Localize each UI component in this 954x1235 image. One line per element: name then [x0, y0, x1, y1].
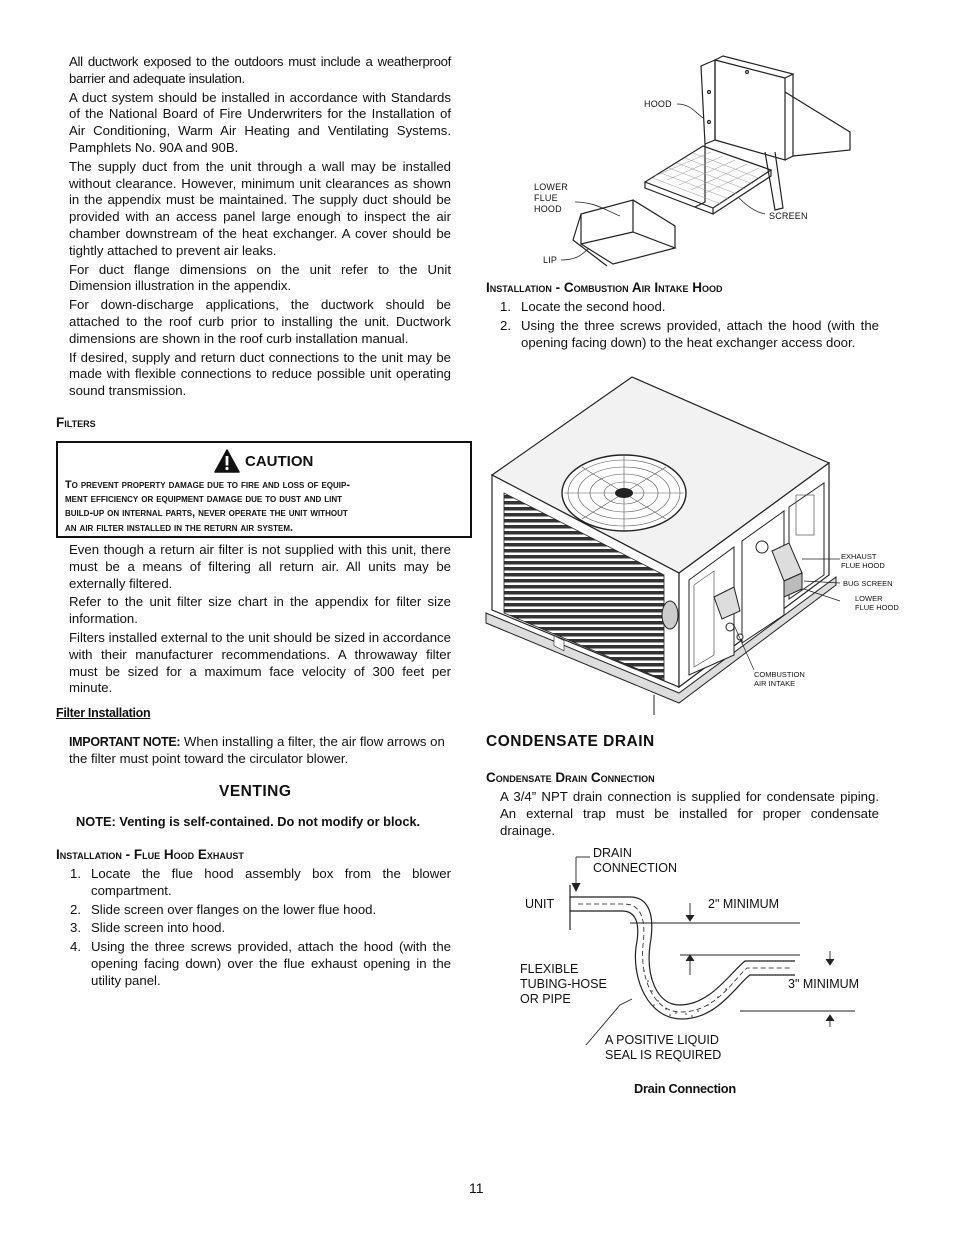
important-label: IMPORTANT NOTE:	[69, 735, 181, 749]
condensate-drain-heading: CONDENSATE DRAIN	[486, 733, 655, 750]
filter-install-heading: Filter Installation	[56, 706, 151, 720]
drain-connection-diagram	[560, 855, 860, 1050]
duct-para-5: For down-discharge applications, the ductwork should be attached to the roof curb prior to installing the unit. Ductwork dimensions are shown in the roof curb installation manual.	[69, 297, 451, 346]
filters-heading: Filters	[56, 415, 96, 430]
caution-header	[214, 449, 313, 473]
venting-note: NOTE: Venting is self-contained. Do not modify or block.	[76, 814, 421, 829]
drain-caption: Drain Connection	[634, 1081, 736, 1096]
filter-paragraphs	[69, 542, 451, 697]
list-item: 2. Slide screen over flanges on the lower flue hood.	[70, 901, 377, 917]
page-number: 11	[469, 1180, 484, 1196]
duct-para-6: If desired, supply and return duct connections to the unit may be made with flexible connections to reduce possible unit operating sound transmission.	[69, 349, 451, 399]
list-item: 2. Using the three screws provided, attach the hood (with the opening facing down) to the heat exchanger access door.	[500, 317, 879, 350]
duct-para-4: For duct flange dimensions on the unit refer to the Unit Dimension illustration in the appendix.	[69, 261, 451, 294]
caution-title: CAUTION	[245, 452, 314, 470]
list-item: 3. Slide screen into hood.	[70, 920, 226, 936]
liquid-seal-label: A POSITIVE LIQUID SEAL IS REQUIRED	[605, 1033, 722, 1062]
exhaust-flue-hood-label: EXHAUST FLUE HOOD	[841, 552, 885, 570]
list-item: 1. Locate the second hood.	[500, 299, 666, 314]
three-inch-minimum-label: 3" MINIMUM	[788, 977, 860, 991]
venting-heading: VENTING	[219, 783, 292, 800]
warning-triangle-icon	[214, 449, 240, 473]
hood-label: HOOD	[644, 99, 672, 109]
filter-para-2: Refer to the unit filter size chart in the appendix for filter size information.	[69, 594, 451, 627]
list-item: 1. Locate the flue hood assembly box from the blower compartment.	[70, 866, 451, 898]
duct-paragraphs	[69, 54, 451, 400]
flue-heading: Installation - Flue Hood Exhaust	[56, 847, 244, 862]
drain-connection-label: DRAIN CONNECTION	[593, 846, 678, 875]
caution-text	[65, 478, 465, 535]
important-text: When installing a filter, the air flow arrows on the filter must point toward the circulator blower.	[69, 734, 445, 766]
caution-line: an air filter installed in the return air system.	[65, 521, 294, 534]
flue-steps	[70, 866, 451, 992]
duct-para-3: The supply duct from the unit through a wall may be installed without clearance. However, minimum unit clearances as shown in the appendix must be maintained. The supply duct should be provided with an access panel large enough to inspect the air chamber downstream of the heat exchanger. A cover should be tightly attached to prevent air leaks.	[69, 158, 451, 258]
filter-para-1: Even though a return air filter is not supplied with this unit, there must be a means of filtering all return air. All units may be externally filtered.	[69, 542, 451, 591]
flexible-tubing-label: FLEXIBLE TUBING-HOSE OR PIPE	[520, 962, 607, 1006]
lip-label: LIP	[543, 255, 558, 265]
important-note	[69, 734, 453, 768]
caution-line: To prevent property damage due to fire and loss of equip-	[65, 479, 350, 491]
bug-screen-label: BUG SCREEN	[843, 579, 893, 588]
caution-box	[56, 441, 472, 538]
caution-line: build-up on internal parts, never operate the unit without	[65, 507, 348, 520]
packaged-unit-illustration	[484, 375, 844, 720]
unit-label: UNIT	[525, 897, 555, 911]
hood-assembly-diagram	[525, 52, 865, 272]
two-inch-minimum-label: 2" MINIMUM	[708, 897, 780, 911]
combustion-air-intake-label: COMBUSTION AIR INTAKE	[754, 670, 805, 688]
condensate-sub-heading: Condensate Drain Connection	[486, 770, 655, 785]
duct-para-2: A duct system should be installed in accordance with Standards of the National Board of Fire Underwriters for the Installation of Air Conditioning, Warm Air Heating and Ventilating Systems. Pamphlets No. 90A and 90B.	[69, 89, 451, 155]
list-item: 4. Using the three screws provided, attach the hood (with the opening facing down) over the flue exhaust opening in the utility panel.	[70, 939, 451, 988]
caution-line: ment efficiency or equipment damage due to dust and lint	[65, 493, 343, 506]
combustion-steps	[500, 299, 879, 353]
unit-lower-flue-hood-label: LOWER FLUE HOOD	[855, 594, 899, 612]
combustion-heading: Installation - Combustion Air Intake Hood	[486, 280, 723, 295]
screen-label: SCREEN	[769, 211, 808, 221]
condensate-text: A 3/4” NPT drain connection is supplied for condensate piping. An external trap must be installed for proper condensate drainage.	[500, 789, 879, 838]
duct-para-1: All ductwork exposed to the outdoors must include a weatherproof barrier and adequate insulation.	[69, 54, 451, 86]
filter-para-3: Filters installed external to the unit should be sized in accordance with their manufacturer recommendations. A throwaway filter must be sized for a maximum face velocity of 300 feet per minute.	[69, 629, 451, 696]
lower-flue-hood-label: LOWER FLUE HOOD	[534, 182, 569, 214]
